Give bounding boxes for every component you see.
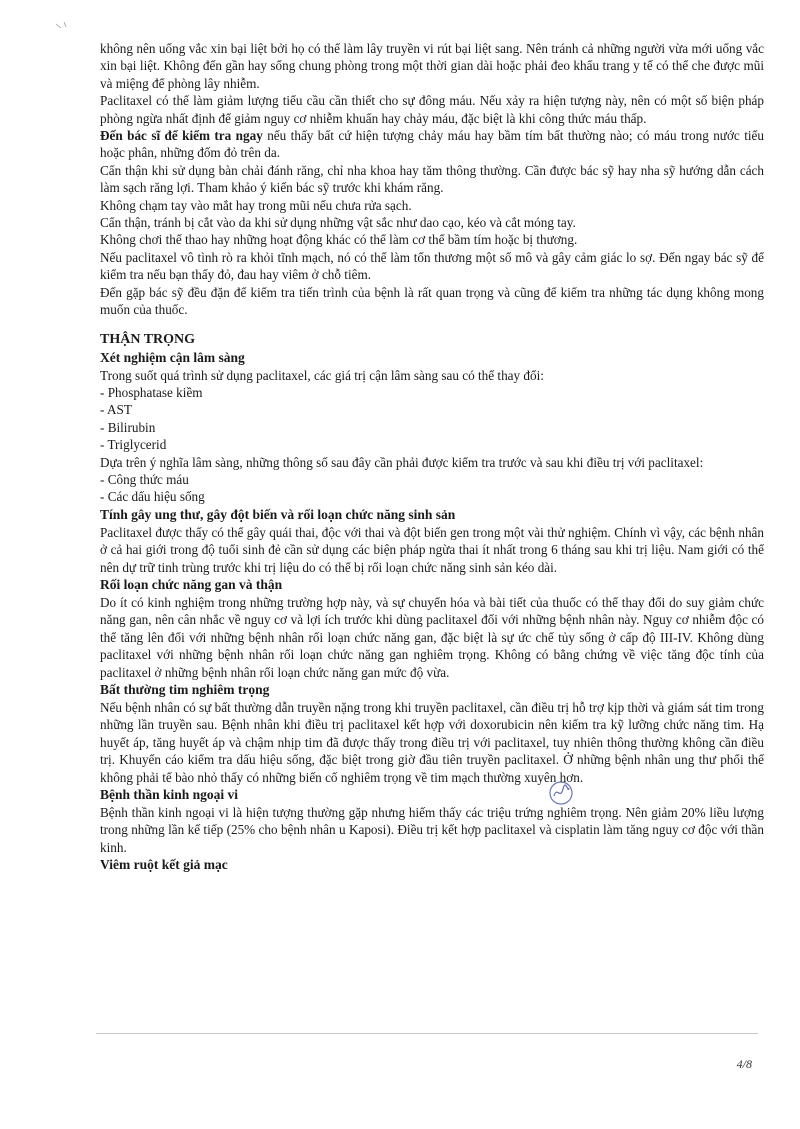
footer-divider bbox=[96, 1033, 758, 1034]
lab-item: - AST bbox=[100, 402, 132, 418]
liver-heading: Rối loạn chức năng gan và thận bbox=[100, 576, 283, 592]
care-item: Nếu paclitaxel vô tình rò ra khỏi tĩnh mạch, nó có thể làm tổn thương một số mô và gây cảm giác lo sợ. Đến ngay bác sỹ để kiểm tra nếu bạn thấy đỏ, đau hay viêm ở chỗ tiêm. bbox=[100, 249, 764, 283]
care-item: Cẩn thận, tránh bị cắt vào da khi sử dụng những vật sắc như dao cạo, kéo và cắt móng tay. bbox=[100, 215, 576, 231]
lab-monitor-intro: Dựa trên ý nghĩa lâm sàng, những thông số sau đây cần phải được kiểm tra trước và sau khi điều trị với paclitaxel: bbox=[100, 454, 704, 470]
section-title: THẬN TRỌNG bbox=[100, 331, 196, 347]
lab-heading: Xét nghiệm cận lâm sàng bbox=[100, 349, 245, 365]
intro-paragraph-1: không nên uống vắc xin bại liệt bởi họ có thể làm lây truyền vi rút bại liệt sang. Nên tránh cả những người vừa mới uống vắc xin bại liệt. Không đến gần hay sống chung phòng trong một thời gian dài hoặc phải đeo khẩu trang y tế có thể che được mũi và miệng để phòng lây nhiễm. bbox=[100, 41, 764, 91]
doctor-alert-paragraph bbox=[100, 127, 764, 162]
colitis-heading: Viêm ruột kết giả mạc bbox=[100, 857, 228, 873]
section-spacer bbox=[100, 319, 764, 331]
corner-scan-mark bbox=[52, 18, 72, 38]
page-number: 4/8 bbox=[736, 1057, 752, 1071]
doctor-alert-lead: Đến bác sĩ để kiểm tra ngay bbox=[100, 128, 263, 144]
care-item: Đến gặp bác sỹ đều đặn để kiểm tra tiến trình của bệnh là rất quan trọng và cũng để kiểm tra những tác dụng không mong muốn của thuốc. bbox=[100, 284, 764, 318]
lab-monitor-item: - Công thức máu bbox=[100, 471, 189, 487]
liver-body: Do ít có kinh nghiệm trong những trường hợp này, và sự chuyển hóa và bài tiết của thuốc có thể thay đổi do suy giảm chức năng gan, nên cân nhắc về nguy cơ và lợi ích trước khi dùng paclitaxel đối với những bệnh nhân này. Nguy cơ nhiễm độc có thể tăng lên đối với những bệnh nhân rối loạn chức năng gan, đặc biệt là sự ức chế tủy sống ở cấp độ III-IV. Không dùng paclitaxel với những bệnh nhân rối loạn chức năng gan nghiêm trọng. Không có bằng chứng về việc tăng độc tính của paclitaxel ở những bệnh nhân rối loạn chức năng gan mức độ vừa. bbox=[100, 594, 764, 680]
lab-item: - Bilirubin bbox=[100, 419, 156, 435]
care-item: Không chạm tay vào mắt hay trong mũi nếu chưa rửa sạch. bbox=[100, 197, 412, 213]
care-item: Cẩn thận khi sử dụng bàn chải đánh răng, chỉ nha khoa hay tăm thông thường. Cần được bác sỹ hay nha sỹ hướng dẫn cách làm sạch răng lợi. Tham khảo ý kiến bác sỹ trước khi khám răng. bbox=[100, 162, 764, 196]
neuro-body: Bệnh thần kinh ngoại vi là hiện tượng thường gặp nhưng hiếm thấy các triệu trứng nghiêm trọng. Nên giảm 20% liều lượng trong những lần kế tiếp (25% cho bệnh nhân u Kaposi). Điều trị kết hợp paclitaxel và cisplatin làm tăng nguy cơ độc với thần kinh. bbox=[100, 805, 764, 855]
neuro-heading: Bệnh thần kinh ngoại vi bbox=[100, 787, 239, 803]
intro-paragraph-2: Paclitaxel có thể làm giảm lượng tiểu cầu cần thiết cho sự đông máu. Nếu xảy ra hiện tượng này, nên có một số biện pháp phòng ngừa nhất định để giảm nguy cơ nhiễm khuẩn hay chảy máu, đặc biệt là khi công thức máu thấp. bbox=[100, 93, 764, 126]
lab-item: - Triglycerid bbox=[100, 437, 167, 453]
lab-monitor-item: - Các dấu hiệu sống bbox=[100, 489, 205, 505]
carcinogen-body: Paclitaxel được thấy có thể gây quái thai, độc với thai và đột biến gen trong một vài thử nghiệm. Chính vì vậy, các bệnh nhân ở cả hai giới trong độ tuổi sinh đẻ cần sử dụng các biện pháp ngừa thai ít nhất trong 6 tháng sau khi trị liệu. Nam giới có thể nên dự trữ tinh trùng trước khi trị liệu do có thể bị rối loạn chức năng sinh sản kéo dài. bbox=[100, 524, 764, 575]
doctor-alert-text: nếu thấy bất cứ hiện tượng chảy máu hay bầm tím bất thường nào; có máu trong nước tiểu hoặc phân, những đốm đỏ trên da. bbox=[100, 128, 764, 161]
initials-stamp bbox=[548, 780, 574, 806]
heart-body: Nếu bệnh nhân có sự bất thường dẫn truyền nặng trong khi truyền paclitaxel, cần điều trị hỗ trợ kịp thời và giám sát tim trong những lần truyền sau. Bệnh nhân khi điều trị paclitaxel kết hợp với doxorubicin nên kiểm tra kỹ lưỡng chức năng tim. Hạ huyết áp, tăng huyết áp và chậm nhịp tim đã được thấy trong điều trị với paclitaxel, tuy nhiên thông thường không cần điều trị. Khuyến cáo kiểm tra dấu hiệu sống, đặc biệt trong giờ đầu tiên truyền paclitaxel. Ở những bệnh nhân ung thư phổi thể không phải tế bào nhỏ thấy có những biến cố nghiêm trọng về tim mạch thường xuyên hơn. bbox=[100, 700, 764, 785]
carcinogen-heading: Tính gây ung thư, gây đột biến và rối loạn chức năng sinh sản bbox=[100, 506, 456, 522]
heart-heading: Bất thường tim nghiêm trọng bbox=[100, 682, 270, 697]
lab-item: - Phosphatase kiềm bbox=[100, 384, 203, 400]
document-body bbox=[100, 40, 764, 874]
care-item: Không chơi thể thao hay những hoạt động khác có thể làm cơ thể bầm tím hoặc bị thương. bbox=[100, 232, 578, 248]
lab-intro: Trong suốt quá trình sử dụng paclitaxel, các giá trị cận lâm sàng sau có thể thay đổi: bbox=[100, 367, 544, 383]
